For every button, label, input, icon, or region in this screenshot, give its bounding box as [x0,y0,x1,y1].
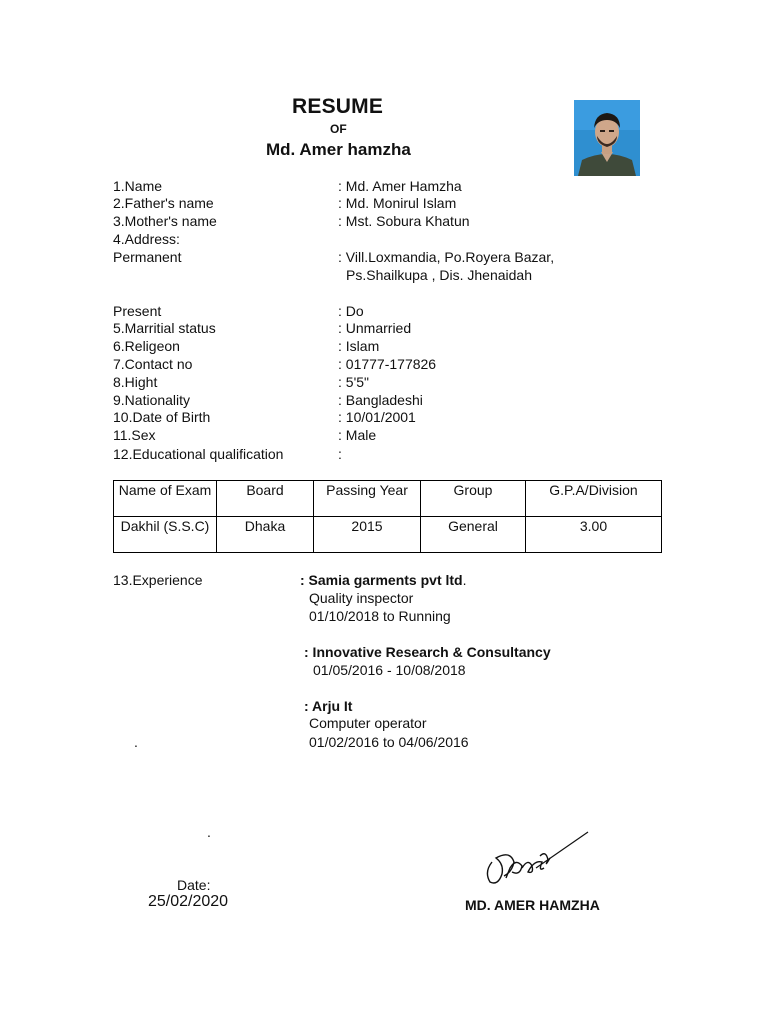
field-label-height: 8.Hight [113,374,158,390]
profile-photo [574,100,640,176]
resume-of: OF [330,122,347,136]
field-label-mother: 3.Mother's name [113,213,217,229]
profile-photo-image [574,100,640,176]
field-value-sex: : Male [338,427,377,443]
experience-company-1 [300,571,466,589]
education-cell: 3.00 [526,517,662,553]
experience-company-2: : Innovative Research & Consultancy [304,644,551,660]
education-cell: 2015 [314,517,421,553]
field-value-dob: : 10/01/2001 [338,409,416,425]
signature-name: MD. AMER HAMZHA [465,897,600,913]
field-value-marital: : Unmarried [338,320,412,336]
field-value-religion: : Islam [338,338,380,354]
field-value-height: : 5'5" [338,374,369,390]
field-value-education: : [338,446,342,462]
field-label-address: 4.Address: [113,231,180,247]
field-value-present: : Do [338,303,364,319]
education-header-cell: Board [217,481,314,517]
education-table [113,480,662,553]
field-value-nationality: : Bangladeshi [338,392,423,408]
date-value: 25/02/2020 [148,893,229,910]
experience-company-3: : Arju It [304,698,353,714]
experience-company-suffix: . [462,572,467,588]
field-label-dob: 10.Date of Birth [113,409,211,425]
field-label-sex: 11.Sex [113,427,156,443]
field-label-education: 12.Educational qualification [113,446,284,462]
experience-role-1: Quality inspector [309,590,414,606]
field-value-mother: : Mst. Sobura Khatun [338,213,470,229]
education-header-cell: G.P.A/Division [526,481,662,517]
experience-company-name: : Samia garments pvt ltd [300,572,463,588]
education-cell: Dakhil (S.S.C) [114,517,217,553]
field-value-name: : Md. Amer Hamzha [338,178,462,194]
resume-owner-name: Md. Amer hamzha [266,140,411,159]
field-label-name: 1.Name [113,178,163,194]
field-label-present: Present [113,303,162,319]
field-label-marital: 5.Marritial status [113,320,216,336]
education-header-cell: Name of Exam [114,481,217,517]
experience-label: 13.Experience [113,572,203,588]
education-header-cell: Passing Year [314,481,421,517]
table-row [114,517,662,553]
experience-period-2: 01/05/2016 - 10/08/2018 [313,662,466,678]
signature-graphic [480,828,592,890]
stray-dot-footer: . [207,824,211,840]
experience-period-3: 01/02/2016 to 04/06/2016 [309,734,469,750]
stray-dot: . [134,734,138,750]
field-value-contact: : 01777-177826 [338,356,437,372]
experience-period-1: 01/10/2018 to Running [309,608,451,624]
signature [480,828,592,890]
experience-role-3: Computer operator [309,715,427,731]
education-cell: Dhaka [217,517,314,553]
date-label: Date: [177,877,211,893]
resume-title: RESUME [292,95,384,118]
education-cell: General [421,517,526,553]
field-label-nationality: 9.Nationality [113,392,191,408]
education-header-row [114,481,662,517]
field-value-permanent: : Vill.Loxmandia, Po.Royera Bazar, [338,249,555,265]
field-label-religion: 6.Religeon [113,338,180,354]
field-label-permanent: Permanent [113,249,182,265]
field-value-father: : Md. Monirul Islam [338,195,457,211]
field-value-permanent-line2: Ps.Shailkupa , Dis. Jhenaidah [346,267,532,283]
field-label-father: 2.Father's name [113,195,214,211]
field-label-contact: 7.Contact no [113,356,193,372]
education-header-cell: Group [421,481,526,517]
